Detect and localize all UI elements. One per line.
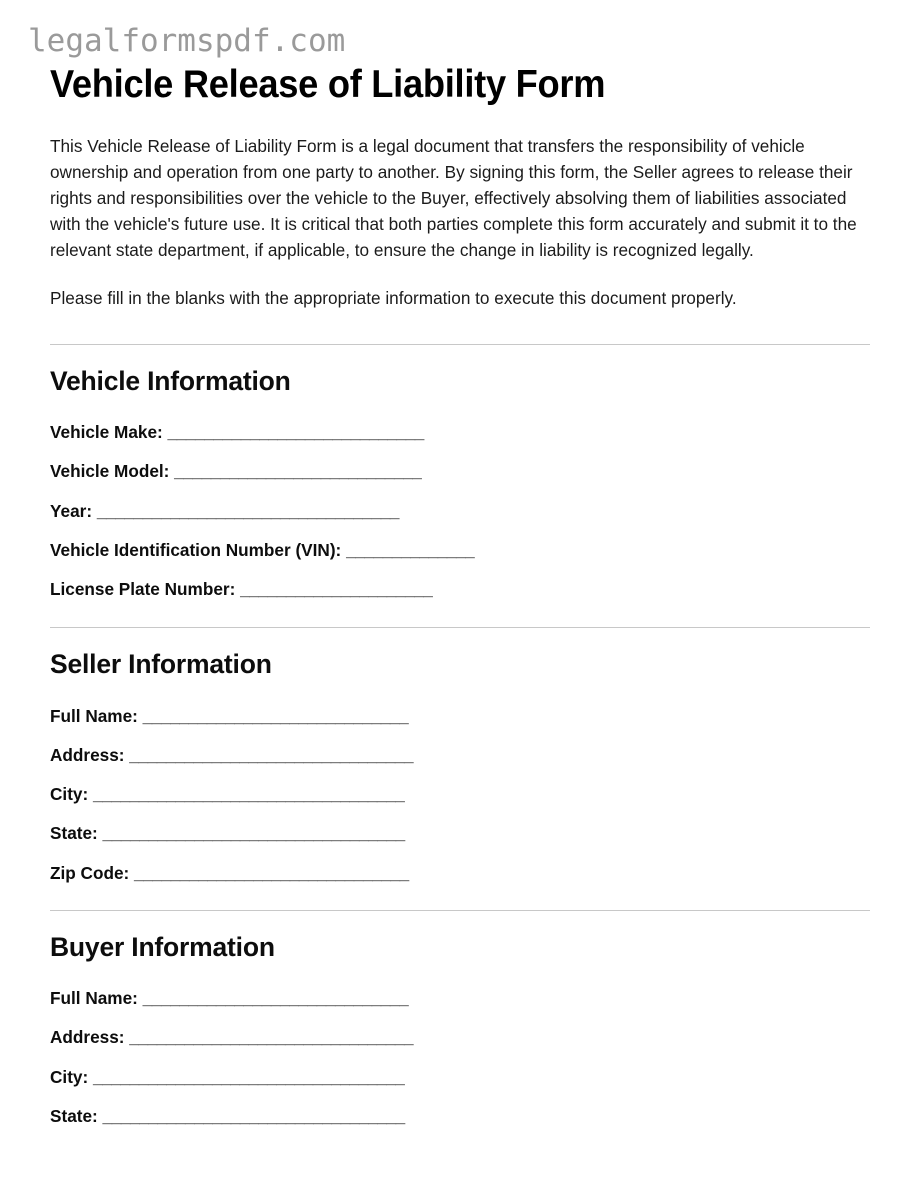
document-content — [50, 0, 870, 1165]
field-blank-vehicle-model[interactable]: ___________________________ — [174, 461, 422, 482]
section-heading-buyer-information: Buyer Information — [50, 931, 275, 962]
field-label-buyer-city: City: — [50, 1066, 89, 1087]
field-blank-seller-full-name[interactable]: _____________________________ — [142, 705, 409, 726]
instruction-paragraph: Please fill in the blanks with the appropriate information to execute this document properly. — [50, 287, 737, 308]
page-title: Vehicle Release of Liability Form — [50, 63, 606, 106]
field-label-vehicle-make: Vehicle Make: — [50, 422, 163, 443]
field-blank-seller-zip-code[interactable]: ______________________________ — [134, 862, 409, 883]
field-blank-buyer-state[interactable]: _________________________________ — [102, 1105, 405, 1126]
field-row-buyer-address — [50, 1007, 870, 1046]
field-blank-seller-address[interactable]: _______________________________ — [129, 744, 414, 765]
field-row-license-plate-number — [50, 559, 870, 598]
site-watermark: legalformspdf.com — [28, 23, 346, 59]
field-blank-buyer-city[interactable]: __________________________________ — [92, 1066, 405, 1087]
page-bottom-spacer — [50, 1125, 870, 1165]
field-blank-vehicle-make[interactable]: ____________________________ — [167, 422, 424, 443]
field-blank-buyer-full-name[interactable]: _____________________________ — [142, 988, 409, 1009]
intro-paragraph: This Vehicle Release of Liability Form is a legal document that transfers the responsibility of vehicle ownership and operation from one party to another. By signing this form, the Seller agrees to release their rights and responsibilities over the vehicle to the Buyer, effectively absolving them of liabilities associated with the vehicle's future use. It is critical that both parties complete this form accurately and submit it to the relevant state department, if applicable, to ensure the change in liability is recognized legally. — [50, 135, 857, 261]
field-blank-vin[interactable]: ______________ — [346, 539, 475, 560]
field-row-year — [50, 481, 870, 520]
field-row-buyer-full-name — [50, 962, 870, 1007]
field-row-seller-state — [50, 803, 870, 842]
field-label-vin: Vehicle Identification Number (VIN): — [50, 539, 342, 560]
field-row-buyer-city — [50, 1047, 870, 1086]
field-list-buyer-information — [50, 962, 870, 1125]
field-blank-license-plate-number[interactable]: _____________________ — [240, 579, 433, 600]
field-row-seller-full-name — [50, 680, 870, 725]
field-label-seller-city: City: — [50, 784, 89, 805]
field-label-seller-full-name: Full Name: — [50, 705, 138, 726]
field-label-buyer-full-name: Full Name: — [50, 988, 138, 1009]
field-row-vehicle-model — [50, 441, 870, 480]
field-row-seller-city — [50, 764, 870, 803]
field-list-seller-information — [50, 680, 870, 882]
field-label-vehicle-model: Vehicle Model: — [50, 461, 170, 482]
field-blank-seller-state[interactable]: _________________________________ — [102, 823, 405, 844]
section-heading-seller-information: Seller Information — [50, 649, 272, 680]
field-list-vehicle-information — [50, 396, 870, 598]
field-row-seller-address — [50, 725, 870, 764]
field-row-vehicle-make — [50, 396, 870, 441]
field-blank-year[interactable]: _________________________________ — [96, 500, 400, 521]
field-row-buyer-state — [50, 1086, 870, 1125]
field-row-vin — [50, 520, 870, 559]
field-blank-buyer-address[interactable]: _______________________________ — [129, 1027, 414, 1048]
field-label-year: Year: — [50, 500, 93, 521]
field-label-seller-zip-code: Zip Code: — [50, 862, 130, 883]
field-label-buyer-address: Address: — [50, 1027, 125, 1048]
field-label-license-plate-number: License Plate Number: — [50, 579, 236, 600]
field-label-seller-address: Address: — [50, 744, 125, 765]
section-heading-vehicle-information: Vehicle Information — [50, 365, 291, 396]
field-label-buyer-state: State: — [50, 1105, 98, 1126]
field-blank-seller-city[interactable]: __________________________________ — [92, 784, 405, 805]
field-row-seller-zip-code — [50, 843, 870, 882]
field-label-seller-state: State: — [50, 823, 98, 844]
